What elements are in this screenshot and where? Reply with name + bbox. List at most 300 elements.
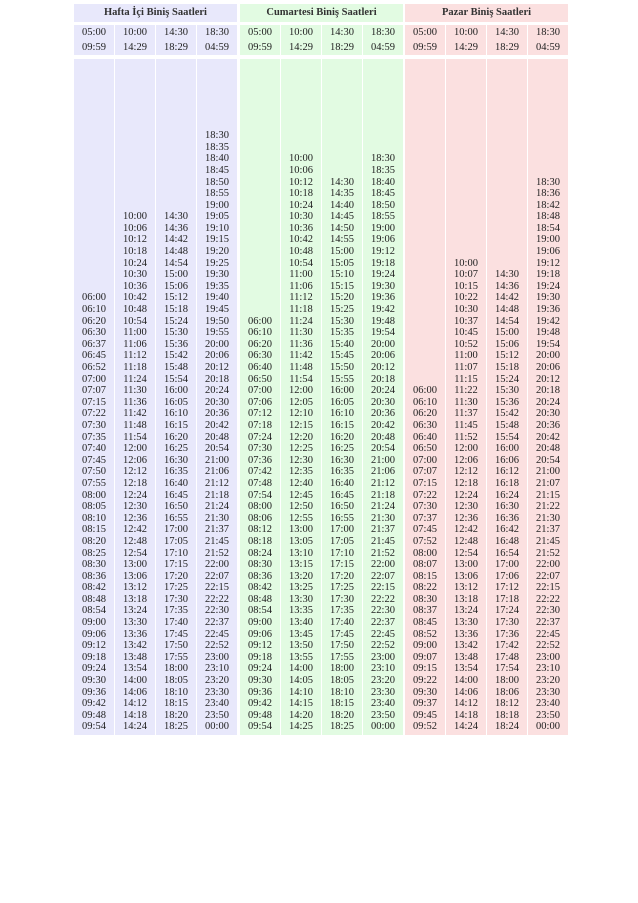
- departure-time: 06:30: [248, 350, 272, 362]
- departure-time: 16:54: [495, 547, 519, 559]
- departure-time: 19:12: [371, 246, 395, 258]
- departure-time: 13:30: [454, 617, 478, 629]
- departure-time: 11:52: [454, 431, 478, 443]
- departure-time: 20:30: [536, 408, 560, 420]
- departure-time: 09:45: [413, 709, 437, 721]
- departure-time: 20:54: [371, 443, 395, 455]
- departure-time: 19:25: [205, 257, 229, 269]
- departure-time: 11:06: [289, 280, 313, 292]
- departure-time: 17:25: [330, 582, 354, 594]
- departure-time: 12:24: [123, 489, 147, 501]
- departure-time: 20:24: [536, 396, 560, 408]
- departure-time: 20:18: [205, 373, 229, 385]
- departure-time: 11:22: [454, 385, 478, 397]
- departure-time: 14:42: [495, 292, 519, 304]
- departure-time: 18:30: [536, 176, 560, 188]
- departure-time: 13:06: [123, 570, 147, 582]
- departure-time: 11:00: [123, 327, 147, 339]
- departure-time: 11:12: [289, 292, 313, 304]
- departure-time: 13:45: [289, 628, 313, 640]
- departure-time: 11:36: [123, 396, 147, 408]
- departure-time: 09:06: [82, 628, 106, 640]
- departure-time: 15:20: [330, 292, 354, 304]
- departure-time: 11:07: [454, 362, 478, 373]
- departure-time: 22:15: [371, 582, 395, 594]
- departure-time: 09:42: [82, 698, 106, 710]
- departure-time: 12:54: [123, 547, 147, 559]
- departure-time: 14:54: [495, 315, 519, 327]
- weekday-header: Hafta İçi Biniş Saatleri: [74, 4, 237, 22]
- departure-time: 23:20: [371, 675, 395, 687]
- range-end: 18:29: [164, 41, 188, 53]
- departure-time: 21:06: [371, 466, 395, 478]
- departure-time: 08:07: [413, 559, 437, 571]
- departure-time: 14:50: [330, 222, 354, 234]
- departure-time: 13:48: [454, 651, 478, 663]
- departure-time: 19:40: [205, 292, 229, 304]
- departure-time: 22:00: [205, 559, 229, 571]
- departure-time: 20:54: [205, 443, 229, 455]
- departure-time: 07:00: [248, 385, 272, 397]
- departure-time: 20:36: [536, 419, 560, 431]
- departure-time: 21:22: [536, 501, 560, 513]
- departure-time: 19:06: [536, 246, 560, 258]
- departure-time: 18:45: [371, 188, 395, 200]
- departure-time: 07:54: [248, 489, 272, 501]
- departure-time: 08:45: [413, 617, 437, 629]
- departure-time: 16:00: [330, 385, 354, 397]
- departure-time: 13:20: [289, 570, 313, 582]
- departure-time: 19:50: [205, 315, 229, 327]
- departure-time: 10:00: [454, 257, 478, 269]
- departure-time: 22:22: [205, 593, 229, 605]
- departure-time: 08:15: [413, 570, 437, 582]
- departure-time: 09:12: [248, 640, 272, 652]
- departure-time: 18:35: [371, 164, 395, 176]
- departure-time: 15:12: [164, 292, 188, 304]
- departure-time: 11:37: [454, 408, 478, 420]
- departure-time: 19:18: [536, 269, 560, 281]
- departure-time: 21:00: [205, 454, 229, 466]
- departure-time: 17:48: [495, 651, 519, 663]
- departure-time: 15:54: [164, 373, 188, 385]
- departure-time: 21:24: [371, 501, 395, 513]
- departure-time: 17:00: [330, 524, 354, 536]
- departure-time: 16:25: [330, 443, 354, 455]
- departure-time: 20:54: [536, 454, 560, 466]
- departure-time: 15:45: [330, 350, 354, 362]
- departure-time: 18:30: [205, 130, 229, 142]
- departure-time: 21:37: [371, 524, 395, 536]
- departure-time: 11:42: [289, 350, 313, 362]
- departure-time: 20:00: [536, 350, 560, 362]
- departure-time: 09:22: [413, 675, 437, 687]
- departure-time: 08:24: [248, 547, 272, 559]
- departure-time: 18:55: [205, 188, 229, 200]
- departure-time: 12:42: [454, 524, 478, 536]
- departure-time: 16:05: [164, 396, 188, 408]
- departure-time: 19:30: [536, 292, 560, 304]
- departure-time: 11:18: [289, 304, 313, 316]
- departure-time: 23:10: [536, 663, 560, 675]
- sunday-header: Pazar Biniş Saatleri: [405, 4, 568, 22]
- departure-time: 12:00: [123, 443, 147, 455]
- departure-time: 22:15: [536, 582, 560, 594]
- departure-time: 08:48: [248, 593, 272, 605]
- departure-time: 11:45: [454, 419, 478, 431]
- departure-time: 15:55: [330, 373, 354, 385]
- departure-time: 22:22: [371, 593, 395, 605]
- departure-time: 19:48: [371, 315, 395, 327]
- departure-time: 07:22: [82, 408, 106, 420]
- departure-time: 10:45: [454, 327, 478, 339]
- departure-time: 18:45: [205, 164, 229, 176]
- departure-time: 12:30: [123, 501, 147, 513]
- departure-time: 19:00: [536, 234, 560, 246]
- departure-time: 08:05: [82, 501, 106, 513]
- departure-time: 13:40: [289, 617, 313, 629]
- departure-time: 17:10: [330, 547, 354, 559]
- departure-time: 19:54: [371, 327, 395, 339]
- departure-time: 17:50: [330, 640, 354, 652]
- departure-time: 08:30: [248, 559, 272, 571]
- departure-time: 22:07: [536, 570, 560, 582]
- departure-time: 23:10: [205, 663, 229, 675]
- departure-time: 07:30: [248, 443, 272, 455]
- departure-time: 10:52: [454, 338, 478, 350]
- departure-time: 13:54: [454, 663, 478, 675]
- departure-time: 23:40: [205, 698, 229, 710]
- departure-time: 12:25: [289, 443, 313, 455]
- departure-time: 18:25: [164, 721, 188, 733]
- departure-time: 13:42: [454, 640, 478, 652]
- range-start: 10:00: [289, 27, 313, 38]
- departure-time: 18:00: [164, 663, 188, 675]
- departure-time: 18:06: [495, 686, 519, 698]
- departure-time: 13:00: [454, 559, 478, 571]
- saturday-times: [240, 59, 403, 735]
- departure-time: 20:30: [371, 396, 395, 408]
- departure-time: 08:42: [82, 582, 106, 594]
- departure-time: 19:30: [371, 280, 395, 292]
- range-end: 14:29: [289, 41, 313, 53]
- departure-time: 15:36: [164, 338, 188, 350]
- departure-time: 09:48: [82, 709, 106, 721]
- saturday-range-row: [240, 25, 403, 55]
- departure-time: 21:37: [536, 524, 560, 536]
- departure-time: 16:10: [330, 408, 354, 420]
- departure-time: 09:00: [413, 640, 437, 652]
- departure-time: 16:55: [330, 512, 354, 524]
- range-end: 14:29: [123, 41, 147, 53]
- departure-time: 06:30: [82, 327, 106, 339]
- departure-time: 20:06: [205, 350, 229, 362]
- departure-time: 07:30: [413, 501, 437, 513]
- departure-time: 14:35: [330, 188, 354, 200]
- departure-time: 09:18: [82, 651, 106, 663]
- departure-time: 10:54: [123, 315, 147, 327]
- departure-time: 17:54: [495, 663, 519, 675]
- range-column: [322, 25, 362, 55]
- range-start: 14:30: [164, 27, 188, 38]
- departure-time: 12:36: [123, 512, 147, 524]
- departure-time: 13:05: [289, 535, 313, 547]
- departure-time: 16:10: [164, 408, 188, 420]
- range-start: 18:30: [371, 27, 395, 38]
- departure-time: 17:40: [330, 617, 354, 629]
- departure-time: 18:40: [205, 153, 229, 165]
- departure-time: 06:00: [413, 385, 437, 397]
- departure-time: 10:00: [289, 153, 313, 165]
- departure-time: 10:15: [454, 280, 478, 292]
- departure-time: 15:05: [330, 257, 354, 269]
- departure-time: 22:37: [371, 617, 395, 629]
- departure-time: 13:06: [454, 570, 478, 582]
- departure-time: 13:18: [123, 593, 147, 605]
- departure-time: 21:12: [205, 477, 229, 489]
- departure-time: 09:12: [82, 640, 106, 652]
- departure-time: 18:10: [164, 686, 188, 698]
- departure-time: 21:52: [205, 547, 229, 559]
- departure-time: 18:10: [330, 686, 354, 698]
- departure-time: 22:15: [205, 582, 229, 594]
- departure-time: 19:45: [205, 304, 229, 316]
- departure-time: 18:12: [495, 698, 519, 710]
- time-column: [405, 59, 445, 735]
- departure-time: 14:55: [330, 234, 354, 246]
- departure-time: 13:42: [123, 640, 147, 652]
- departure-time: 12:24: [454, 489, 478, 501]
- departure-time: 08:36: [248, 570, 272, 582]
- departure-time: 06:40: [413, 431, 437, 443]
- departure-time: 19:35: [205, 280, 229, 292]
- departure-time: 16:50: [164, 501, 188, 513]
- departure-time: 21:30: [205, 512, 229, 524]
- departure-time: 23:00: [371, 651, 395, 663]
- departure-time: 06:30: [413, 419, 437, 431]
- departure-time: 09:36: [248, 686, 272, 698]
- departure-time: 19:18: [371, 257, 395, 269]
- departure-time: 20:06: [371, 350, 395, 362]
- departure-time: 22:52: [371, 640, 395, 652]
- departure-time: 10:37: [454, 315, 478, 327]
- departure-time: 19:30: [205, 269, 229, 281]
- departure-time: 14:40: [330, 199, 354, 211]
- departure-time: 12:40: [289, 477, 313, 489]
- departure-time: 11:00: [289, 269, 313, 281]
- departure-time: 22:37: [536, 617, 560, 629]
- departure-time: 19:42: [536, 315, 560, 327]
- departure-time: 06:52: [82, 362, 106, 373]
- departure-time: 15:42: [495, 408, 519, 420]
- departure-time: 15:30: [330, 315, 354, 327]
- departure-time: 17:45: [330, 628, 354, 640]
- departure-time: 10:06: [289, 164, 313, 176]
- departure-time: 14:42: [164, 234, 188, 246]
- departure-time: 07:22: [413, 489, 437, 501]
- departure-time: 18:05: [164, 675, 188, 687]
- departure-time: 13:18: [454, 593, 478, 605]
- departure-time: 23:00: [205, 651, 229, 663]
- range-start: 05:00: [82, 27, 106, 38]
- departure-time: 10:42: [289, 234, 313, 246]
- departure-time: 17:15: [164, 559, 188, 571]
- departure-time: 16:12: [495, 466, 519, 478]
- departure-time: 18:36: [536, 188, 560, 200]
- departure-time: 21:30: [371, 512, 395, 524]
- departure-time: 06:45: [82, 350, 106, 362]
- time-column: [115, 59, 155, 735]
- departure-time: 09:54: [248, 721, 272, 733]
- departure-time: 19:15: [205, 234, 229, 246]
- departure-time: 07:50: [82, 466, 106, 478]
- departure-time: 17:05: [330, 535, 354, 547]
- departure-time: 16:50: [330, 501, 354, 513]
- departure-time: 15:30: [495, 385, 519, 397]
- departure-time: 10:36: [123, 280, 147, 292]
- departure-time: 10:48: [289, 246, 313, 258]
- departure-time: 15:06: [495, 338, 519, 350]
- departure-time: 07:12: [248, 408, 272, 420]
- departure-time: 18:55: [371, 211, 395, 223]
- departure-time: 16:36: [495, 512, 519, 524]
- departure-time: 22:45: [205, 628, 229, 640]
- departure-time: 14:30: [495, 269, 519, 281]
- departure-time: 21:45: [536, 535, 560, 547]
- departure-time: 08:54: [248, 605, 272, 617]
- range-column: [487, 25, 527, 55]
- departure-time: 18:50: [205, 176, 229, 188]
- departure-time: 13:10: [289, 547, 313, 559]
- departure-time: 23:40: [371, 698, 395, 710]
- departure-time: 19:48: [536, 327, 560, 339]
- departure-time: 06:10: [82, 304, 106, 316]
- departure-time: 21:18: [371, 489, 395, 501]
- departure-time: 20:24: [205, 385, 229, 397]
- departure-time: 12:06: [454, 454, 478, 466]
- departure-time: 09:48: [248, 709, 272, 721]
- departure-time: 14:06: [454, 686, 478, 698]
- departure-time: 12:30: [454, 501, 478, 513]
- departure-time: 15:00: [164, 269, 188, 281]
- departure-time: 19:20: [205, 246, 229, 258]
- departure-time: 09:30: [82, 675, 106, 687]
- range-start: 10:00: [123, 27, 147, 38]
- departure-time: 20:12: [536, 373, 560, 385]
- range-end: 04:59: [205, 41, 229, 53]
- departure-time: 10:24: [123, 257, 147, 269]
- departure-time: 18:00: [330, 663, 354, 675]
- departure-time: 16:30: [330, 454, 354, 466]
- departure-time: 20:42: [371, 419, 395, 431]
- departure-time: 18:40: [371, 176, 395, 188]
- departure-time: 12:55: [289, 512, 313, 524]
- departure-time: 17:40: [164, 617, 188, 629]
- departure-time: 07:48: [248, 477, 272, 489]
- departure-time: 08:10: [82, 512, 106, 524]
- departure-time: 07:52: [413, 535, 437, 547]
- departure-time: 18:15: [330, 698, 354, 710]
- range-column: [156, 25, 196, 55]
- departure-time: 07:45: [413, 524, 437, 536]
- departure-time: 09:18: [248, 651, 272, 663]
- departure-time: 21:00: [371, 454, 395, 466]
- departure-time: 07:15: [82, 396, 106, 408]
- departure-time: 21:52: [536, 547, 560, 559]
- departure-time: 18:48: [536, 211, 560, 223]
- departure-time: 20:48: [536, 443, 560, 455]
- departure-time: 14:06: [123, 686, 147, 698]
- departure-time: 07:30: [82, 419, 106, 431]
- departure-time: 20:42: [536, 431, 560, 443]
- departure-time: 17:00: [164, 524, 188, 536]
- departure-time: 11:30: [123, 385, 147, 397]
- departure-time: 14:18: [123, 709, 147, 721]
- range-end: 09:59: [82, 41, 106, 53]
- departure-time: 16:20: [164, 431, 188, 443]
- departure-time: 16:05: [330, 396, 354, 408]
- departure-time: 09:30: [413, 686, 437, 698]
- departure-time: 07:06: [248, 396, 272, 408]
- departure-time: 12:45: [289, 489, 313, 501]
- departure-time: 09:15: [413, 663, 437, 675]
- departure-time: 08:52: [413, 628, 437, 640]
- departure-time: 15:42: [164, 350, 188, 362]
- departure-time: 20:18: [536, 385, 560, 397]
- departure-time: 23:40: [536, 698, 560, 710]
- departure-time: 16:45: [164, 489, 188, 501]
- departure-time: 14:24: [454, 721, 478, 733]
- departure-time: 15:25: [330, 304, 354, 316]
- departure-time: 09:42: [248, 698, 272, 710]
- departure-time: 22:22: [536, 593, 560, 605]
- departure-time: 14:00: [454, 675, 478, 687]
- departure-time: 00:00: [536, 721, 560, 733]
- departure-time: 17:05: [164, 535, 188, 547]
- departure-time: 17:42: [495, 640, 519, 652]
- departure-time: 14:36: [495, 280, 519, 292]
- range-column: [405, 25, 445, 55]
- departure-time: 17:00: [495, 559, 519, 571]
- departure-time: 20:42: [205, 419, 229, 431]
- departure-time: 08:54: [82, 605, 106, 617]
- departure-time: 11:48: [123, 419, 147, 431]
- departure-time: 23:30: [371, 686, 395, 698]
- departure-time: 11:36: [289, 338, 313, 350]
- departure-time: 12:18: [123, 477, 147, 489]
- range-end: 09:59: [413, 41, 437, 53]
- departure-time: 17:50: [164, 640, 188, 652]
- departure-time: 22:30: [205, 605, 229, 617]
- departure-time: 10:12: [123, 234, 147, 246]
- time-column: [156, 59, 196, 735]
- range-column: [528, 25, 568, 55]
- weekday-range-row: [74, 25, 237, 55]
- departure-time: 08:22: [413, 582, 437, 594]
- departure-time: 12:54: [454, 547, 478, 559]
- departure-time: 13:54: [123, 663, 147, 675]
- sunday-range-row: [405, 25, 568, 55]
- departure-time: 11:24: [289, 315, 313, 327]
- departure-time: 09:52: [413, 721, 437, 733]
- departure-time: 12:05: [289, 396, 313, 408]
- departure-time: 14:12: [123, 698, 147, 710]
- departure-time: 12:12: [123, 466, 147, 478]
- departure-time: 15:18: [495, 362, 519, 373]
- departure-time: 10:30: [123, 269, 147, 281]
- departure-time: 15:40: [330, 338, 354, 350]
- time-column: [240, 59, 280, 735]
